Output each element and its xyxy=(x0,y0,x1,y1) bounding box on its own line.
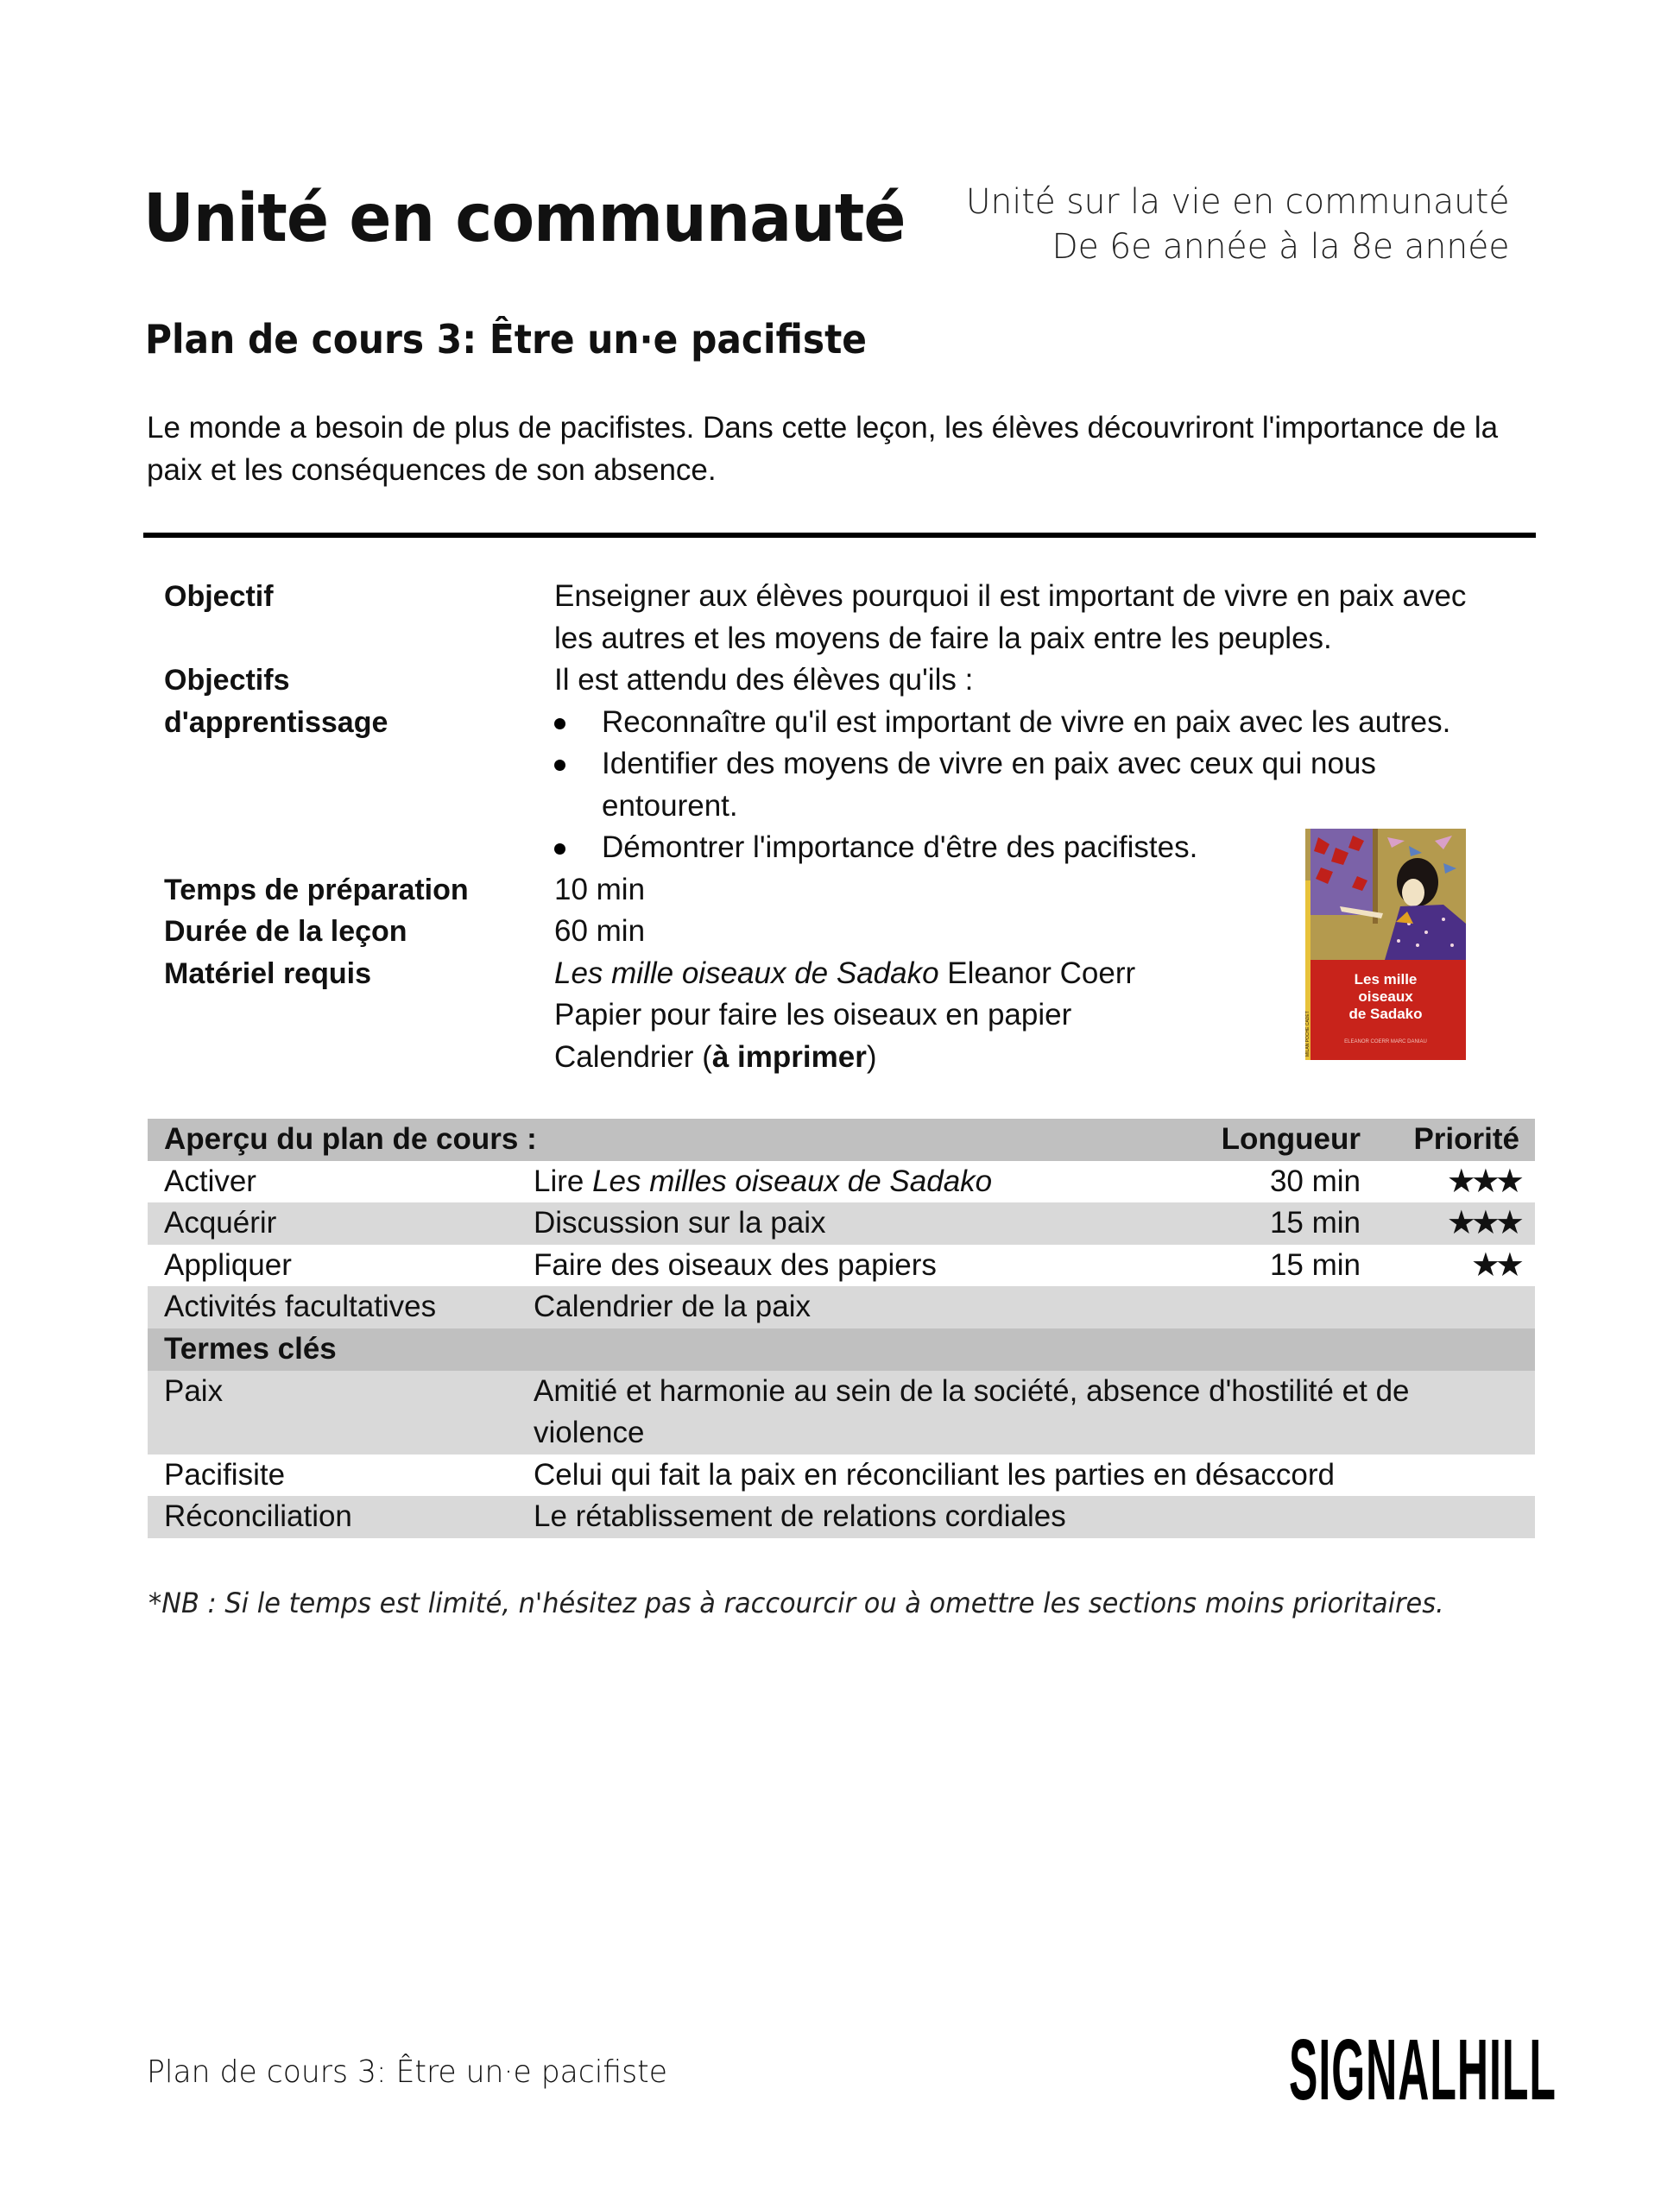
overview-row xyxy=(148,1245,1535,1287)
length-column-header: Longueur xyxy=(1221,1122,1361,1156)
book-author: Eleanor Coerr xyxy=(938,956,1136,990)
duration-value: 60 min xyxy=(554,914,646,948)
priority-note: *NB : Si le temps est limité, n'hésitez pas à raccourcir ou à omettre les sections moins prioritaires. xyxy=(148,1587,1444,1619)
prep-time-label: Temps de préparation xyxy=(164,874,469,906)
unit-description: Unité sur la vie en communauté xyxy=(965,182,1509,222)
activity-cell: Discussion sur la paix xyxy=(534,1206,826,1240)
bullet-text: entourent. xyxy=(602,789,738,823)
section-divider xyxy=(143,533,1536,538)
objective-text: Enseigner aux élèves pourquoi il est important de vivre en paix avec xyxy=(554,579,1467,613)
definition-cell: Celui qui fait la paix en réconciliant les parties en désaccord xyxy=(534,1457,1336,1492)
material-paper: Papier pour faire les oiseaux en papier xyxy=(554,998,1072,1032)
learning-objectives-label: Objectifs xyxy=(164,664,290,697)
activity-cell: Calendrier de la paix xyxy=(534,1290,812,1324)
learning-intro: Il est attendu des élèves qu'ils : xyxy=(554,663,974,697)
priority-stars-icon: ★★ xyxy=(1470,1246,1519,1284)
book-cover-image xyxy=(1305,829,1466,1060)
activity-book-title: Les milles oiseaux de Sadako xyxy=(592,1164,993,1198)
key-term-row xyxy=(148,1371,1535,1455)
lesson-intro xyxy=(147,407,1537,491)
priority-stars-icon: ★★★ xyxy=(1446,1205,1519,1242)
priority-column-header: Priorité xyxy=(1413,1122,1519,1156)
key-term-row xyxy=(148,1496,1535,1538)
length-cell: 15 min xyxy=(1269,1206,1361,1240)
phase-cell: Acquérir xyxy=(164,1206,277,1240)
overview-row xyxy=(148,1286,1535,1328)
lesson-overview-table xyxy=(148,1119,1535,1538)
book-title: Les mille oiseaux de Sadako xyxy=(554,956,939,990)
intro-line: Le monde a besoin de plus de pacifistes. Dans cette leçon, les élèves découvriront l'importance de la xyxy=(147,411,1499,445)
learning-objectives-label: d'apprentissage xyxy=(164,706,388,739)
calendar-print-link[interactable]: à imprimer xyxy=(711,1040,867,1074)
objective-text: les autres et les moyens de faire la paix entre les peuples. xyxy=(554,622,1332,655)
term-cell: Paix xyxy=(164,1373,224,1408)
phase-cell: Appliquer xyxy=(164,1247,292,1282)
term-cell: Pacifisite xyxy=(164,1457,286,1492)
priority-stars-icon: ★★★ xyxy=(1446,1163,1519,1200)
material-book xyxy=(554,953,1135,995)
bullet-icon xyxy=(554,760,565,771)
calendar-suffix: ) xyxy=(866,1040,877,1074)
bullet-text: Reconnaître qu'il est important de vivre en paix avec les autres. xyxy=(602,705,1451,739)
bullet-text: Identifier des moyens de vivre en paix avec ceux qui nous xyxy=(602,747,1376,780)
overview-header-row xyxy=(148,1119,1535,1161)
length-cell: 30 min xyxy=(1269,1164,1361,1198)
objective-label: Objectif xyxy=(164,580,274,613)
unit-info xyxy=(955,180,1509,269)
book-cover-authors: ELEANOR COERR MARC DANIAU xyxy=(1344,1039,1427,1044)
calendar-prefix: Calendrier ( xyxy=(554,1040,712,1074)
book-cover-title: Les mille xyxy=(1354,971,1418,988)
length-cell: 15 min xyxy=(1269,1247,1361,1282)
book-cover-title: de Sadako xyxy=(1348,1006,1423,1022)
key-term-row xyxy=(148,1455,1535,1497)
key-terms-header-label: Termes clés xyxy=(164,1331,337,1366)
footer-lesson-title: Plan de cours 3: Être un·e pacifiste xyxy=(147,2054,667,2090)
definition-cell: Le rétablissement de relations cordiales xyxy=(534,1499,1066,1534)
unit-title: Unité en communauté xyxy=(143,180,906,257)
lesson-title: Plan de cours 3: Être un·e pacifiste xyxy=(145,316,868,363)
grade-range: De 6e année à la 8e année xyxy=(1051,227,1509,267)
overview-header-label: Aperçu du plan de cours : xyxy=(164,1122,537,1156)
activity-text: Lire xyxy=(534,1164,593,1198)
definition-cell: Amitié et harmonie au sein de la société, absence d'hostilité et de violence xyxy=(534,1373,1410,1450)
book-cover-series: MILAN POCHE CADET xyxy=(1305,1011,1311,1057)
book-cover-title: oiseaux xyxy=(1358,988,1413,1005)
phase-cell: Activer xyxy=(164,1164,256,1198)
bullet-icon xyxy=(554,843,565,855)
phase-cell: Activités facultatives xyxy=(164,1290,437,1324)
prep-time-value: 10 min xyxy=(554,873,646,906)
term-cell: Réconciliation xyxy=(164,1499,352,1534)
overview-row xyxy=(148,1161,1535,1203)
overview-row xyxy=(148,1202,1535,1245)
materials-label: Matériel requis xyxy=(164,957,371,990)
activity-cell: Faire des oiseaux des papiers xyxy=(534,1247,937,1282)
duration-label: Durée de la leçon xyxy=(164,915,407,948)
material-calendar xyxy=(554,1037,876,1079)
bullet-icon xyxy=(554,718,565,729)
key-terms-header-row xyxy=(148,1328,1535,1371)
intro-line: paix et les conséquences de son absence. xyxy=(147,452,717,487)
activity-cell xyxy=(534,1161,992,1203)
bullet-text: Démontrer l'importance d'être des pacifistes. xyxy=(602,830,1198,864)
signalhill-logo: SIGNALHILL xyxy=(1289,2022,1557,2118)
